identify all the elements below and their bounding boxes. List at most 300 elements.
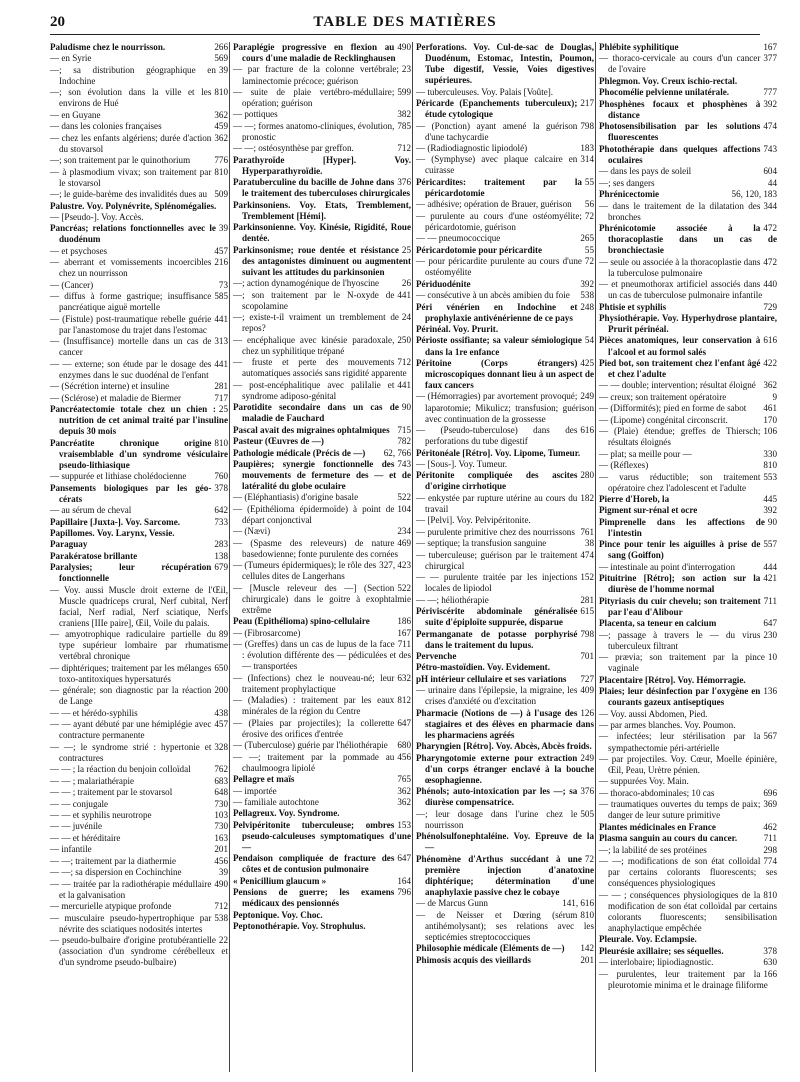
entry-page-ref: 201 <box>214 844 228 855</box>
entry-page-ref: 522 <box>397 582 411 593</box>
entry-text: — — double; intervention; résultat éloigné <box>599 380 756 391</box>
entry-text: — septique; la transfusion sanguine <box>416 538 547 549</box>
entry-page-ref: 166 <box>763 968 777 979</box>
entry-page-ref: 283 <box>214 539 228 550</box>
entry-text: —; leur dosage dans l'urine chez le nourrisson <box>416 808 578 830</box>
entry-text: —; passage à travers le — du virus tuberculeux filtrant <box>599 629 761 651</box>
entry-page-ref: 762 <box>214 764 228 775</box>
index-entry <box>599 223 777 256</box>
entry-text: — Voy. aussi Muscle droit externe de l'Œil, Muscle quadriceps crural, Nerf cubital, Nerf facial, Nerf radial, Nerf sciatique, Nerfs craniens [IIIe paire], Œil, Voile du palais. <box>50 584 228 628</box>
entry-text: — amyotrophique radiculaire partielle du type supérieur lombaire par rhumatisme vertébral chronique <box>50 629 228 662</box>
entry-page-ref: 538 <box>214 912 228 923</box>
entry-text: — encéphalique avec kinésie paradoxale, chez un syphilitique trépané <box>233 334 395 356</box>
index-entry <box>599 380 777 391</box>
entry-text: Physiothérapie. Voy. Hyperhydrose plantaire, Prurit périnéal. <box>599 312 777 335</box>
entry-text: Pascal avait des migraines ophtalmiques <box>233 424 390 435</box>
entry-page-ref: 362 <box>397 796 411 807</box>
index-entry <box>233 402 411 424</box>
entry-text: Parotidite secondaire dans un cas de maladie de Fauchard <box>233 402 399 424</box>
index-entry <box>50 856 228 867</box>
entry-page-ref: 679 <box>214 562 228 573</box>
entry-text: Pince pour tenir les aiguilles à prise de sang (Goiffon) <box>599 539 761 561</box>
index-entry <box>233 774 411 785</box>
entry-page-ref: 266 <box>214 42 228 52</box>
index-entry <box>599 957 777 968</box>
entry-text: — [Muscle releveur des —] (Section chirurgicale) dans le goitre à exophtalmie extrême <box>233 582 411 615</box>
index-entry <box>233 820 411 853</box>
index-entry <box>50 787 228 798</box>
entry-text: — tuberculeuse; guérison par le traitement chirurgical <box>416 549 578 571</box>
index-entry <box>233 436 411 447</box>
entry-page-ref: 715 <box>397 424 411 435</box>
entry-text: Pituitrine [Rétro]; son action sur la diurèse de l'homme normal <box>599 573 761 595</box>
index-entry <box>233 538 411 560</box>
index-entry <box>50 539 228 550</box>
index-entry <box>599 358 777 380</box>
entry-text: Phénolsulfonephtaléine. Voy. Epreuve de la — <box>416 831 594 853</box>
entry-page-ref: 701 <box>580 651 594 662</box>
entry-page-ref: 89 <box>218 629 228 640</box>
entry-page-ref: 444 <box>763 561 777 572</box>
entry-page-ref: 810 <box>580 909 594 920</box>
index-entry <box>50 551 228 562</box>
entry-page-ref: 39 <box>218 223 228 234</box>
index-entry <box>416 324 594 335</box>
index-entry <box>599 833 777 844</box>
entry-page-ref: 441 <box>214 358 228 369</box>
entry-text: Parkinsonienne. Voy. Kinésie, Rigidité, Roue dentée. <box>233 222 411 244</box>
entry-text: Paraguay <box>50 539 88 550</box>
entry-page-ref: 200 <box>214 685 228 696</box>
entry-text: — varus réductible; son traitement opératoire chez l'adolescent et l'adulte <box>599 471 761 493</box>
entry-text: — importée <box>233 785 277 796</box>
index-entry <box>416 538 594 549</box>
index-entry <box>233 109 411 120</box>
entry-text: Phimosis acquis des vieillards <box>416 954 531 965</box>
index-entry <box>599 754 777 776</box>
entry-page-ref: 56, 120, 183 <box>731 189 777 200</box>
index-entry <box>50 212 228 223</box>
entry-page-ref: 509 <box>214 189 228 200</box>
entry-text: Phosphènes focaux et phosphènes à distance <box>599 98 761 120</box>
entry-page-ref: 328 <box>214 741 228 752</box>
index-entry <box>233 921 411 932</box>
index-entry <box>416 245 594 256</box>
entry-page-ref: 106 <box>763 426 777 437</box>
entry-page-ref: 785 <box>397 120 411 131</box>
entry-page-ref: 642 <box>214 505 228 516</box>
index-entry <box>233 740 411 751</box>
entry-page-ref: 392 <box>763 505 777 516</box>
index-column-2 <box>233 42 411 933</box>
entry-text: —; sa distribution géographique en Indochine <box>50 64 216 86</box>
entry-text: Peau (Epithélioma) spino-cellulaire <box>233 616 370 627</box>
entry-text: — purulentes, leur traitement par la pleurotomie minima et le drainage filiforme <box>599 968 768 990</box>
entry-text: — (Symphyse) avec plaque calcaire en cuirasse <box>416 154 578 176</box>
index-entry <box>416 809 594 831</box>
entry-text: —; action dynamogénique de l'hyoscine <box>233 278 380 289</box>
entry-text: — post-encéphalitique avec paliIalie et syndrome adiposo-génital <box>233 379 395 401</box>
entry-text: Péri vénérien en Indochine et prophylaxie antivénérienne de ce pays <box>416 301 578 323</box>
entry-text: — (Sécrétion interne) et insuline <box>50 381 170 392</box>
entry-text: — — ; la réaction du benjoin colloïdal <box>50 764 191 775</box>
entry-text: Pétro-mastoïdien. Voy. Evidement. <box>416 662 550 673</box>
entry-text: — (Lipome) congénital circonscrit. <box>599 414 728 425</box>
entry-page-ref: 761 <box>580 526 594 537</box>
index-entry <box>599 562 777 573</box>
entry-text: — par projectiles. Voy. Cœur, Moelle épinière, Œil, Peau, Urètre pénien. <box>599 753 777 776</box>
index-entry <box>50 381 228 392</box>
index-entry <box>416 685 594 707</box>
entry-text: Pancréatite chronique origine vraisemblable d'un syndrome vésiculaire pseudo-lithiasique <box>50 437 228 470</box>
entry-text: — tuberculeuses. Voy. Palais [Voûte]. <box>416 86 554 97</box>
entry-text: Périnéal. Voy. Prurit. <box>416 324 499 335</box>
entry-text: — à plasmodium vivax; son traitement par le stovarsol <box>50 166 212 188</box>
entry-text: — (Epithélioma épidermoïde) à point de départ conjonctival <box>233 503 395 525</box>
entry-text: — (Tumeurs épidermiques); le rôle des cellules dites de Langerhans <box>233 560 377 582</box>
index-entry <box>50 246 228 257</box>
entry-page-ref: 216 <box>214 257 228 268</box>
index-entry <box>50 629 228 662</box>
index-entry <box>233 628 411 639</box>
entry-text: — (Greffes) dans un cas de lupus de la face : évolution différente des — pédiculées et des — transportées <box>233 639 411 672</box>
entry-page-ref: 378 <box>214 482 228 493</box>
entry-text: — mercurielle atypique profonde <box>50 901 172 912</box>
index-entry <box>50 483 228 505</box>
index-entry <box>416 177 594 199</box>
index-entry <box>416 154 594 176</box>
entry-page-ref: 441 <box>214 313 228 324</box>
entry-text: Parakératose brillante <box>50 550 138 561</box>
entry-text: Perforations. Voy. Cul-de-sac de Douglas, Duodénum, Estomac, Intestin, Poumon, Tube digestif, Vessie, Voies digestives supérieures. <box>416 42 594 86</box>
entry-page-ref: 362 <box>397 785 411 796</box>
index-entry <box>50 663 228 685</box>
entry-text: — — traitée par la radiothérapie médullaire et la galvanisation <box>50 878 212 900</box>
index-entry <box>416 943 594 954</box>
entry-text: Photothérapie dans quelques affections oculaires <box>599 143 761 165</box>
entry-page-ref: 153 <box>397 819 411 830</box>
index-entry <box>416 651 594 662</box>
entry-text: — —; formes anatomo-cliniques, évolution, pronostic <box>233 120 395 142</box>
entry-page-ref: 425 <box>580 357 594 368</box>
index-entry <box>416 898 594 909</box>
entry-text: Phocomélie pelvienne unilatérale. <box>599 87 730 98</box>
index-entry <box>50 913 228 935</box>
entry-page-ref: 327, 423 <box>379 560 411 571</box>
entry-text: — thoraco-abdominales; 10 cas <box>599 787 715 798</box>
index-entry <box>599 686 777 708</box>
index-entry <box>50 314 228 336</box>
entry-page-ref: 461 <box>763 403 777 414</box>
entry-text: « Penicillium glaucum » <box>233 875 327 886</box>
entry-page-ref: 711 <box>763 833 777 844</box>
index-entry <box>599 630 777 652</box>
entry-text: — plat; sa meille pour — <box>599 448 692 459</box>
index-entry <box>599 517 777 539</box>
entry-text: — familiale autochtone <box>233 796 319 807</box>
index-entry <box>599 335 777 357</box>
entry-text: — interlobaire; lipiodiagnostic. <box>599 957 714 968</box>
index-entry <box>233 752 411 774</box>
index-entry <box>50 280 228 291</box>
entry-page-ref: 782 <box>397 436 411 447</box>
entry-text: — — purulente traitée par les injections locales de lipiodol <box>416 572 578 594</box>
entry-text: — creux; son traitement opératoire <box>599 391 727 402</box>
entry-text: — prævia; son traitement par la pince vaginale <box>599 652 765 674</box>
entry-text: — (Sclérose) et maladie de Biermer <box>50 392 182 403</box>
entry-text: — pseudo-bulbaire d'origine protubérantielle (association d'un syndrome cérébelleux et d'un syndrome pseudo-bulbaire) <box>50 935 228 968</box>
index-entry <box>599 709 777 720</box>
index-entry <box>50 404 228 437</box>
entry-text: — — et hérédo-syphilis <box>50 707 138 718</box>
index-entry <box>233 380 411 402</box>
entry-page-ref: 186 <box>397 616 411 627</box>
index-entry <box>50 336 228 358</box>
entry-page-ref: 422 <box>763 357 777 368</box>
entry-text: — — et syphilis neurotrope <box>50 809 152 820</box>
entry-page-ref: 553 <box>763 471 777 482</box>
entry-page-ref: 248 <box>580 301 594 312</box>
index-entry <box>416 527 594 538</box>
entry-text: Plasma sanguin au cours du cancer. <box>599 833 738 844</box>
entry-text: Pendaison compliquée de fracture des côtes et de contusion pulmonaire <box>233 853 395 875</box>
entry-text: — et pneumothorax artificiel associés dans un cas de tuberculose pulmonaire infantile <box>599 279 763 301</box>
index-entry <box>599 42 777 53</box>
index-entry <box>233 290 411 312</box>
index-entry <box>599 53 777 75</box>
entry-page-ref: 234 <box>397 526 411 537</box>
entry-text: — (Spasme des releveurs) de nature basedowienne; fonte purulente des cornées <box>233 537 399 559</box>
entry-page-ref: 696 <box>763 787 777 798</box>
index-entry <box>50 291 228 313</box>
entry-page-ref: 72 <box>584 256 594 267</box>
entry-text: Pièces anatomiques, leur conservation à l'alcool et au formol salés <box>599 335 761 357</box>
entry-page-ref: 344 <box>763 200 777 211</box>
index-entry <box>416 391 594 424</box>
index-entry <box>233 887 411 909</box>
index-entry <box>50 359 228 381</box>
index-entry <box>50 764 228 775</box>
index-entry <box>50 742 228 764</box>
entry-text: Paupières; synergie fonctionnelle des mouvements de fermeture des — et de latéralité du globe oculaire <box>233 458 411 492</box>
entry-text: — (Hémorragies) par avortement provoqué; laparotomie; Mikulicz; transfusion; guérison avec continuation de la grossesse <box>416 391 594 424</box>
entry-text: — — ; malariathérapie <box>50 775 135 786</box>
index-entry <box>599 720 777 731</box>
index-entry <box>416 358 594 391</box>
index-entry <box>416 98 594 120</box>
index-entry <box>50 935 228 968</box>
entry-page-ref: 167 <box>763 42 777 52</box>
entry-text: Parathyroïde [Hyper]. Voy. Hyperparathyroïdie. <box>233 154 411 176</box>
entry-text: — dans les pays de soleil <box>599 166 692 177</box>
entry-page-ref: 265 <box>580 233 594 244</box>
index-entry <box>599 934 777 945</box>
index-entry <box>416 674 594 685</box>
entry-page-ref: 23 <box>401 64 411 75</box>
entry-page-ref: 727 <box>580 673 594 684</box>
index-entry <box>233 121 411 143</box>
entry-page-ref: 647 <box>763 618 777 629</box>
entry-page-ref: 616 <box>580 425 594 436</box>
index-entry <box>416 595 594 606</box>
index-column-3 <box>416 42 594 966</box>
index-entry <box>416 256 594 278</box>
index-entry <box>233 200 411 222</box>
column-divider <box>595 42 596 1072</box>
entry-text: Pellagre et maïs <box>233 774 295 785</box>
index-entry <box>599 505 777 516</box>
entry-page-ref: 647 <box>397 717 411 728</box>
entry-text: — — ayant débuté par une hémiplégie avec contracture permanente <box>50 719 212 741</box>
index-entry <box>416 42 594 86</box>
index-entry <box>599 472 777 494</box>
entry-page-ref: 152 <box>580 572 594 583</box>
entry-text: — fruste et perte des mouvements automatiques associés sans rigidité apparente <box>233 357 407 379</box>
entry-text: Paludisme chez le nourrisson. <box>50 42 166 52</box>
index-entry <box>416 753 594 786</box>
entry-text: — (Fibrosarcome) <box>233 627 301 638</box>
entry-text: Papillaire [Juxta-]. Voy. Sarcome. <box>50 516 181 527</box>
index-entry <box>599 257 777 279</box>
entry-text: Permanganate de potasse porphyrisé dans le traitement du lupus. <box>416 628 578 650</box>
entry-text: — consécutive à un abcès amibien du foie <box>416 290 570 301</box>
entry-page-ref: 26 <box>401 278 411 289</box>
entry-page-ref: 774 <box>763 856 777 867</box>
index-entry <box>416 955 594 966</box>
index-entry <box>416 335 594 357</box>
entry-text: Pharmacie (Notions de —) à l'usage des stagiaires et des élèves en pharmacie dans les pharmaciens agréés <box>416 707 594 740</box>
entry-page-ref: 743 <box>397 458 411 469</box>
entry-text: Péritoine (Corps étrangers) microscopiques donnant lieu à un aspect de faux cancers <box>416 357 594 391</box>
entry-text: Pathologie médicale (Précis de —) <box>233 447 366 458</box>
entry-page-ref: 362 <box>214 109 228 120</box>
entry-text: Papillomes. Voy. Larynx, Vessie. <box>50 527 175 538</box>
entry-text: Placenta, sa teneur en calcium <box>599 618 717 629</box>
entry-text: — Voy. aussi Abdomen, Pied. <box>599 708 708 719</box>
entry-page-ref: 250 <box>397 334 411 345</box>
index-entry <box>50 562 228 584</box>
entry-text: — (Fistule) post-traumatique rebelle guérie par l'anastomose du trajet dans l'estomac <box>50 313 212 335</box>
entry-text: Phénols; auto-intoxication par les —; sa diurèse compensatrice. <box>416 786 578 808</box>
entry-page-ref: 103 <box>214 809 228 820</box>
index-entry <box>416 302 594 324</box>
entry-page-ref: 90 <box>767 516 777 527</box>
entry-page-ref: 729 <box>763 301 777 312</box>
entry-text: Péricarde (Epanchements tuberculeux); étude cytologique <box>416 98 578 120</box>
entry-page-ref: 490 <box>214 878 228 889</box>
index-entry <box>599 99 777 121</box>
entry-page-ref: 54 <box>584 335 594 346</box>
index-entry <box>599 460 777 471</box>
index-entry <box>416 199 594 210</box>
entry-text: — [Sous-]. Voy. Tumeur. <box>416 458 508 469</box>
entry-text: — aberrant et vomissements incoercibles chez un nourrisson <box>50 257 212 279</box>
entry-text: — —; traitement par la pommade au chaulmoogra lipiolé <box>233 751 395 773</box>
entry-page-ref: 39 <box>218 867 228 878</box>
entry-text: Phtisie et syphilis <box>599 301 667 312</box>
index-entry <box>233 335 411 357</box>
entry-page-ref: 392 <box>763 98 777 109</box>
entry-text: — (Plaies par projectiles); la collerette érosive des orifices d'entrée <box>233 717 395 739</box>
entry-page-ref: 441 <box>397 289 411 300</box>
entry-page-ref: 599 <box>397 86 411 97</box>
entry-page-ref: 462 <box>763 821 777 832</box>
entry-text: Palustre. Voy. Polynévrite, Splénomégalies. <box>50 200 217 211</box>
entry-text: — par fracture de la colonne vertébrale; laminectomie précoce; guérison <box>233 64 399 86</box>
entry-page-ref: 376 <box>397 177 411 188</box>
page-title: TABLE DES MATIÈRES <box>313 14 497 30</box>
entry-text: Phénomène d'Arthus succédant à une première injection d'anatoxine diphtérique; détermination d'une anaphylaxie passive chez le cobaye <box>416 853 594 897</box>
page-header <box>50 12 760 35</box>
entry-page-ref: 409 <box>580 685 594 696</box>
index-entry <box>233 245 411 278</box>
index-entry <box>50 585 228 629</box>
index-entry <box>50 393 228 404</box>
entry-page-ref: 712 <box>397 143 411 154</box>
entry-text: — suppurées Voy. Main. <box>599 776 689 787</box>
entry-page-ref: 142 <box>580 943 594 954</box>
entry-page-ref: 438 <box>214 707 228 718</box>
index-entry <box>599 449 777 460</box>
entry-text: — (Nævi) <box>233 526 271 537</box>
index-entry <box>233 177 411 199</box>
entry-text: Pimprenelle dans les affections de l'intestin <box>599 516 765 538</box>
entry-page-ref: 44 <box>767 177 777 188</box>
index-entry <box>599 392 777 403</box>
entry-text: — —; sa dispersion en Cochinchine <box>50 867 182 878</box>
entry-text: — —; modifications de son état colloïdal par certains colorants fluorescents; ses conséquences physiologiques <box>599 856 777 889</box>
index-entry <box>416 741 594 752</box>
entry-text: — (Radiodiagnostic lipiodolé) <box>416 142 528 153</box>
entry-text: — —; ostéosynthèse par greffon. <box>233 143 354 154</box>
entry-text: — — conjugale <box>50 798 109 809</box>
entry-page-ref: 170 <box>763 414 777 425</box>
entry-text: Pierre d'Horeb, la <box>599 494 670 505</box>
index-entry <box>50 799 228 810</box>
entry-text: Peptonique. Voy. Choc. <box>233 909 323 920</box>
entry-page-ref: 472 <box>763 256 777 267</box>
entry-text: Parkinsonisme; roue dentée et résistance des antagonistes diminuent ou augmentent suivant les attitudes du parkinsonien <box>233 244 411 277</box>
index-entry <box>50 867 228 878</box>
entry-page-ref: 39 <box>218 64 228 75</box>
entry-text: Pleurésie axillaire; ses séquelles. <box>599 945 724 956</box>
index-entry <box>233 718 411 740</box>
entry-text: —; son traitement par le quinothorium <box>50 155 191 166</box>
entry-text: — pottiques <box>233 109 278 120</box>
entry-text: — adhésive; opération de Brauer, guérison <box>416 199 572 210</box>
index-entry <box>599 539 777 561</box>
entry-page-ref: 72 <box>584 853 594 864</box>
entry-page-ref: 313 <box>214 336 228 347</box>
entry-text: — (Maladies) : traitement par les eaux minérales de la région du Centre <box>233 695 395 717</box>
entry-page-ref: 73 <box>218 279 228 290</box>
entry-page-ref: 472 <box>763 223 777 234</box>
index-entry <box>50 844 228 855</box>
entry-page-ref: 90 <box>401 402 411 413</box>
entry-page-ref: 648 <box>214 787 228 798</box>
entry-page-ref: 711 <box>763 595 777 606</box>
entry-text: Phrénicectomie <box>599 189 660 200</box>
entry-page-ref: 72 <box>584 210 594 221</box>
index-entry <box>599 178 777 189</box>
index-entry <box>599 845 777 856</box>
index-entry <box>50 517 228 528</box>
entry-page-ref: 281 <box>214 381 228 392</box>
index-entry <box>416 459 594 470</box>
entry-page-ref: 138 <box>214 550 228 561</box>
entry-page-ref: 183 <box>580 142 594 153</box>
entry-text: — et psychoses <box>50 245 108 256</box>
